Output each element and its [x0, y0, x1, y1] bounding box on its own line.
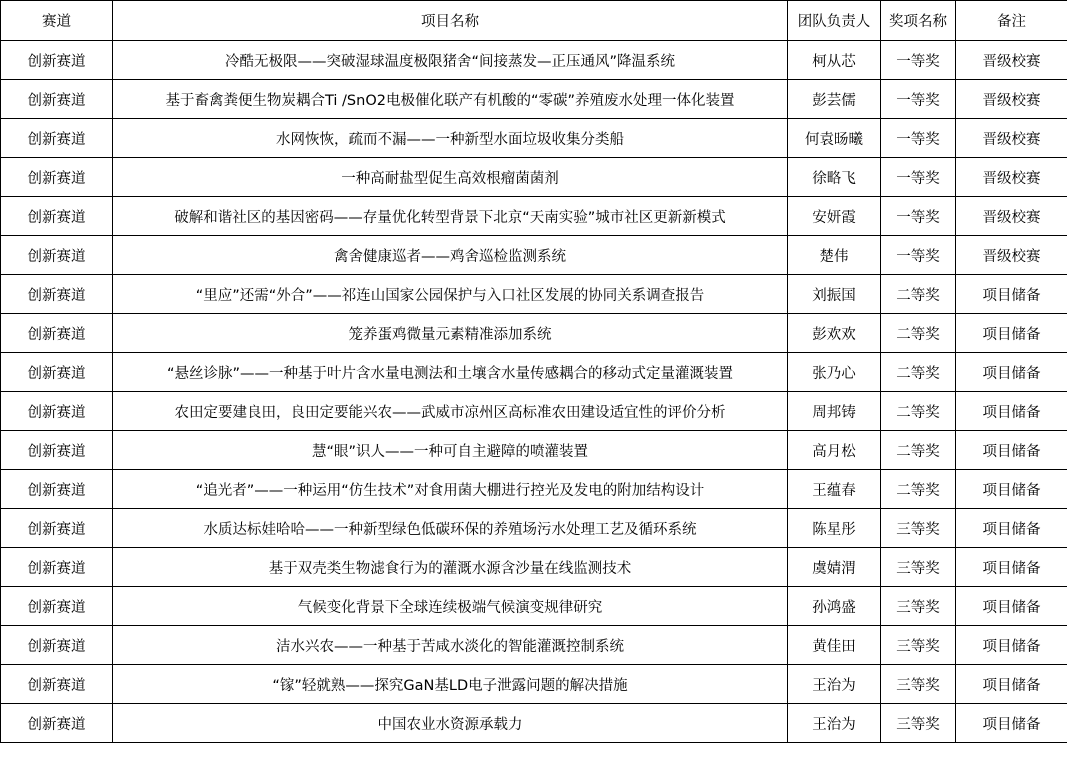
cell-team-leader: 安妍霞 [788, 197, 881, 236]
cell-team-leader: 王治为 [788, 665, 881, 704]
table-row [1, 197, 1067, 236]
cell-team-leader: 虞婧渭 [788, 548, 881, 587]
cell-track: 创新赛道 [1, 158, 113, 197]
cell-remark: 晋级校赛 [956, 197, 1067, 236]
cell-project-name: 一种高耐盐型促生高效根瘤菌菌剂 [113, 158, 788, 197]
cell-team-leader: 徐略飞 [788, 158, 881, 197]
table-header [1, 1, 1067, 41]
cell-remark: 项目储备 [956, 587, 1067, 626]
cell-track: 创新赛道 [1, 587, 113, 626]
cell-team-leader: 孙鸿盛 [788, 587, 881, 626]
cell-track: 创新赛道 [1, 119, 113, 158]
cell-remark: 晋级校赛 [956, 158, 1067, 197]
header-team-leader: 团队负责人 [788, 1, 881, 41]
cell-team-leader: 张乃心 [788, 353, 881, 392]
cell-track: 创新赛道 [1, 470, 113, 509]
cell-project-name: 水网恢恢，疏而不漏——一种新型水面垃圾收集分类船 [113, 119, 788, 158]
cell-award: 三等奖 [881, 587, 956, 626]
cell-track: 创新赛道 [1, 392, 113, 431]
cell-track: 创新赛道 [1, 41, 113, 80]
cell-team-leader: 周邦铸 [788, 392, 881, 431]
cell-remark: 晋级校赛 [956, 41, 1067, 80]
cell-remark: 项目储备 [956, 665, 1067, 704]
cell-remark: 项目储备 [956, 626, 1067, 665]
cell-project-name: “里应”还需“外合”——祁连山国家公园保护与入口社区发展的协同关系调查报告 [113, 275, 788, 314]
header-award: 奖项名称 [881, 1, 956, 41]
cell-team-leader: 刘振国 [788, 275, 881, 314]
cell-award: 三等奖 [881, 665, 956, 704]
cell-award: 二等奖 [881, 314, 956, 353]
cell-remark: 项目储备 [956, 275, 1067, 314]
table-row [1, 314, 1067, 353]
table-row [1, 626, 1067, 665]
cell-award: 一等奖 [881, 158, 956, 197]
cell-project-name: “悬丝诊脉”——一种基于叶片含水量电测法和土壤含水量传感耦合的移动式定量灌溉装置 [113, 353, 788, 392]
cell-team-leader: 王蕴春 [788, 470, 881, 509]
cell-project-name: 笼养蛋鸡微量元素精准添加系统 [113, 314, 788, 353]
cell-remark: 项目储备 [956, 470, 1067, 509]
cell-award: 二等奖 [881, 392, 956, 431]
cell-project-name: “镓”轻就熟——探究GaN基LD电子泄露问题的解决措施 [113, 665, 788, 704]
cell-project-name: 农田定要建良田，良田定要能兴农——武威市凉州区高标准农田建设适宜性的评价分析 [113, 392, 788, 431]
cell-project-name: 洁水兴农——一种基于苦咸水淡化的智能灌溉控制系统 [113, 626, 788, 665]
table-row [1, 587, 1067, 626]
cell-award: 一等奖 [881, 236, 956, 275]
cell-team-leader: 何袁旸曦 [788, 119, 881, 158]
cell-remark: 晋级校赛 [956, 236, 1067, 275]
header-track: 赛道 [1, 1, 113, 41]
table-row [1, 392, 1067, 431]
cell-track: 创新赛道 [1, 704, 113, 743]
cell-award: 三等奖 [881, 626, 956, 665]
cell-remark: 晋级校赛 [956, 119, 1067, 158]
cell-award: 三等奖 [881, 509, 956, 548]
cell-award: 一等奖 [881, 119, 956, 158]
cell-award: 二等奖 [881, 431, 956, 470]
cell-remark: 项目储备 [956, 548, 1067, 587]
cell-team-leader: 高月松 [788, 431, 881, 470]
table-body [1, 41, 1067, 743]
cell-track: 创新赛道 [1, 626, 113, 665]
table-row [1, 80, 1067, 119]
table-row [1, 431, 1067, 470]
cell-track: 创新赛道 [1, 431, 113, 470]
cell-team-leader: 彭芸儒 [788, 80, 881, 119]
table-row [1, 704, 1067, 743]
cell-project-name: 气候变化背景下全球连续极端气候演变规律研究 [113, 587, 788, 626]
cell-remark: 项目储备 [956, 431, 1067, 470]
cell-award: 二等奖 [881, 275, 956, 314]
table-row [1, 548, 1067, 587]
cell-track: 创新赛道 [1, 197, 113, 236]
cell-project-name: 中国农业水资源承载力 [113, 704, 788, 743]
cell-project-name: 基于畜禽粪便生物炭耦合Ti /SnO2电极催化联产有机酸的“零碳”养殖废水处理一体化装置 [113, 80, 788, 119]
cell-remark: 项目储备 [956, 392, 1067, 431]
table-row [1, 275, 1067, 314]
cell-remark: 晋级校赛 [956, 80, 1067, 119]
table-row [1, 158, 1067, 197]
cell-track: 创新赛道 [1, 353, 113, 392]
cell-track: 创新赛道 [1, 509, 113, 548]
table-row [1, 470, 1067, 509]
cell-track: 创新赛道 [1, 275, 113, 314]
cell-team-leader: 王治为 [788, 704, 881, 743]
cell-project-name: “追光者”——一种运用“仿生技术”对食用菌大棚进行控光及发电的附加结构设计 [113, 470, 788, 509]
cell-award: 二等奖 [881, 353, 956, 392]
cell-project-name: 慧“眼”识人——一种可自主避障的喷灌装置 [113, 431, 788, 470]
cell-team-leader: 楚伟 [788, 236, 881, 275]
header-project-name: 项目名称 [113, 1, 788, 41]
cell-project-name: 禽舍健康巡者——鸡舍巡检监测系统 [113, 236, 788, 275]
table-row [1, 353, 1067, 392]
cell-remark: 项目储备 [956, 353, 1067, 392]
table-row [1, 41, 1067, 80]
cell-award: 一等奖 [881, 80, 956, 119]
cell-project-name: 基于双壳类生物滤食行为的灌溉水源含沙量在线监测技术 [113, 548, 788, 587]
cell-track: 创新赛道 [1, 548, 113, 587]
cell-track: 创新赛道 [1, 80, 113, 119]
cell-project-name: 水质达标娃哈哈——一种新型绿色低碳环保的养殖场污水处理工艺及循环系统 [113, 509, 788, 548]
header-remark: 备注 [956, 1, 1067, 41]
cell-award: 一等奖 [881, 41, 956, 80]
cell-award: 三等奖 [881, 704, 956, 743]
cell-remark: 项目储备 [956, 314, 1067, 353]
cell-award: 二等奖 [881, 470, 956, 509]
cell-project-name: 破解和谐社区的基因密码——存量优化转型背景下北京“天南实验”城市社区更新新模式 [113, 197, 788, 236]
cell-track: 创新赛道 [1, 665, 113, 704]
cell-track: 创新赛道 [1, 236, 113, 275]
cell-project-name: 冷酷无极限——突破湿球温度极限猪舍“间接蒸发—正压通风”降温系统 [113, 41, 788, 80]
table-row [1, 236, 1067, 275]
table-row [1, 119, 1067, 158]
cell-award: 一等奖 [881, 197, 956, 236]
cell-team-leader: 黄佳田 [788, 626, 881, 665]
table-row [1, 509, 1067, 548]
cell-team-leader: 陈星彤 [788, 509, 881, 548]
table-row [1, 665, 1067, 704]
cell-remark: 项目储备 [956, 704, 1067, 743]
cell-track: 创新赛道 [1, 314, 113, 353]
header-row [1, 1, 1067, 41]
cell-team-leader: 柯从芯 [788, 41, 881, 80]
cell-remark: 项目储备 [956, 509, 1067, 548]
cell-team-leader: 彭欢欢 [788, 314, 881, 353]
cell-award: 三等奖 [881, 548, 956, 587]
